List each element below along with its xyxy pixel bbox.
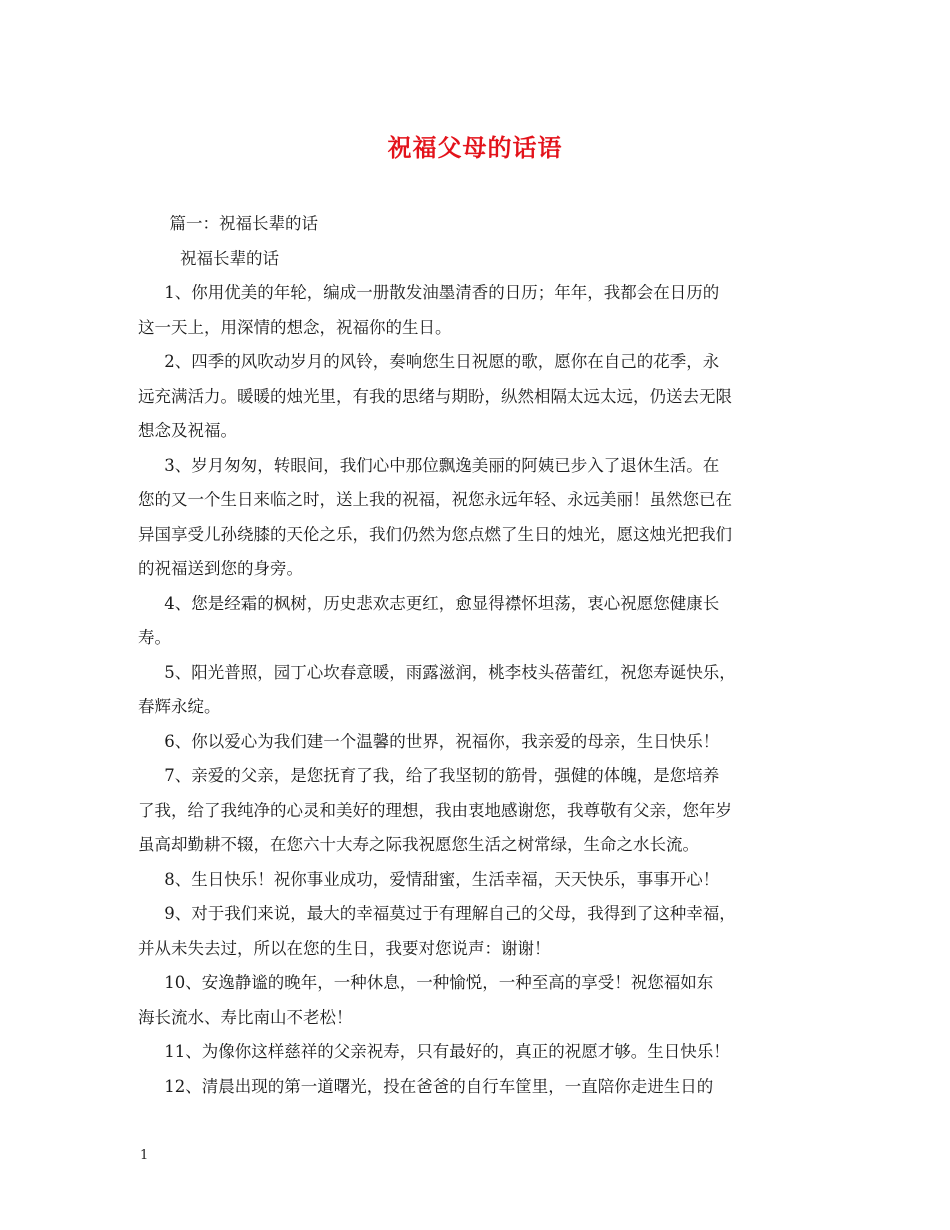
text-line: 春辉永绽。 [138, 697, 221, 716]
text-line: 6、你以爱心为我们建一个温馨的世界，祝福你，我亲爱的母亲，生日快乐！ [138, 731, 720, 751]
page-number: 1 [140, 1148, 149, 1163]
text-line: 3、岁月匆匆，转眼间，我们心中那位飘逸美丽的阿姨已步入了退休生活。在 [138, 455, 720, 475]
text-line: 虽高却勤耕不辍，在您六十大寿之际我祝愿您生活之树常绿，生命之水长流。 [138, 835, 699, 854]
text-line: 12、清晨出现的第一道曙光，投在爸爸的自行车筐里，一直陪你走进生日的 [138, 1076, 714, 1096]
text-line: 并从未失去过，所以在您的生日，我要对您说声：谢谢！ [138, 938, 551, 958]
text-line: 异国享受儿孙绕膝的天伦之乐，我们仍然为您点燃了生日的烛光，愿这烛光把我们 [138, 524, 732, 544]
document-body [138, 207, 818, 1104]
text-line: 9、对于我们来说，最大的幸福莫过于有理解自己的父母，我得到了这种幸福， [138, 904, 736, 923]
text-line: 想念及祝福。 [138, 421, 237, 440]
text-line: 海长流水、寿比南山不老松！ [138, 1007, 353, 1027]
document-title: 祝福父母的话语 [387, 133, 563, 162]
text-line: 5、阳光普照，园丁心坎春意暖，雨露滋润，桃李枝头蓓蕾红，祝您寿诞快乐， [138, 662, 736, 682]
text-line: 7、亲爱的父亲，是您抚育了我，给了我坚韧的筋骨，强健的体魄，是您培养 [138, 766, 720, 785]
text-line: 1、你用优美的年轮，编成一册散发油墨清香的日历；年年，我都会在日历的 [138, 283, 720, 302]
text-line: 远充满活力。暖暖的烛光里，有我的思绪与期盼，纵然相隔太远太远，仍送去无限 [138, 386, 732, 406]
section-heading: 篇一：祝福长辈的话 [138, 214, 318, 233]
text-line: 您的又一个生日来临之时，送上我的祝福，祝您永远年轻、永远美丽！虽然您已在 [138, 490, 732, 509]
text-line: 的祝福送到您的身旁。 [138, 559, 303, 578]
text-line: 这一天上，用深情的想念，祝福你的生日。 [138, 317, 452, 337]
text-line: 11、为像你这样慈祥的父亲祝寿，只有最好的，真正的祝愿才够。生日快乐！ [138, 1042, 730, 1061]
text-line: 寿。 [138, 628, 171, 647]
text-line: 了我，给了我纯净的心灵和美好的理想，我由衷地感谢您，我尊敬有父亲，您年岁 [138, 800, 732, 820]
text-line: 2、四季的风吹动岁月的风铃，奏响您生日祝愿的歌，愿你在自己的花季，永 [138, 352, 720, 371]
subheading: 祝福长辈的话 [138, 248, 279, 268]
text-line: 8、生日快乐！祝你事业成功，爱情甜蜜，生活幸福，天天快乐，事事开心！ [138, 869, 720, 889]
text-line: 10、安逸静谧的晚年，一种休息，一种愉悦，一种至高的享受！祝您福如东 [138, 973, 714, 992]
text-line: 4、您是经霜的枫树，历史悲欢志更红，愈显得襟怀坦荡，衷心祝愿您健康长 [138, 593, 720, 613]
